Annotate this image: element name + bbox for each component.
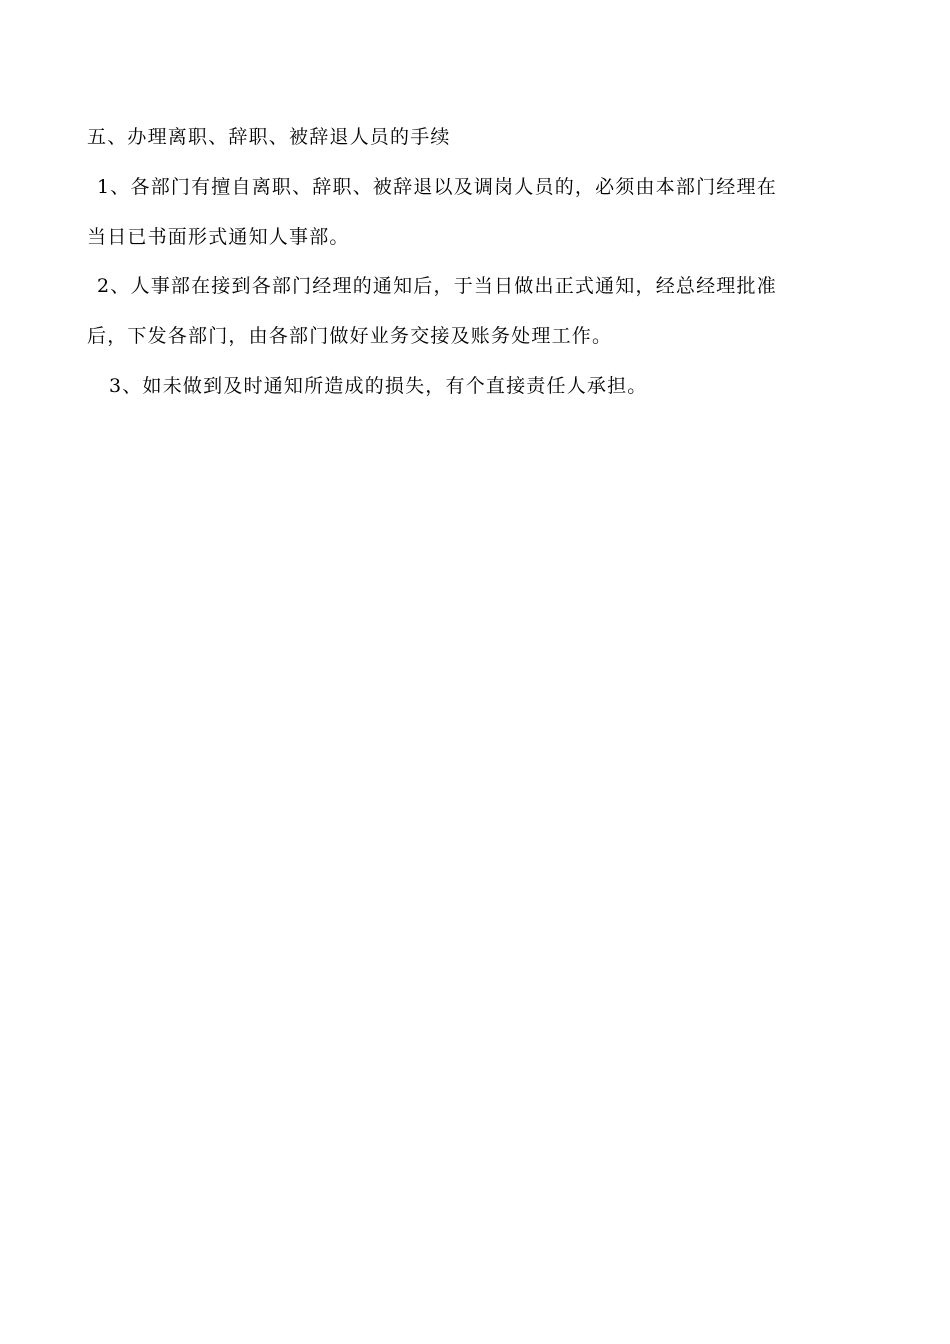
item-2-line-1: 2、人事部在接到各部门经理的通知后，于当日做出正式通知，经总经理批准 (97, 275, 777, 297)
item-2-line-2: 后，下发各部门，由各部门做好业务交接及账务处理工作。 (87, 325, 613, 347)
item-3-line-1: 3、如未做到及时通知所造成的损失，有个直接责任人承担。 (109, 375, 648, 397)
item-1-line-1: 1、各部门有擅自离职、辞职、被辞退以及调岗人员的，必须由本部门经理在 (97, 176, 777, 198)
section-heading: 五、办理离职、辞职、被辞退人员的手续 (87, 126, 451, 148)
item-1-line-2: 当日已书面形式通知人事部。 (87, 226, 350, 248)
